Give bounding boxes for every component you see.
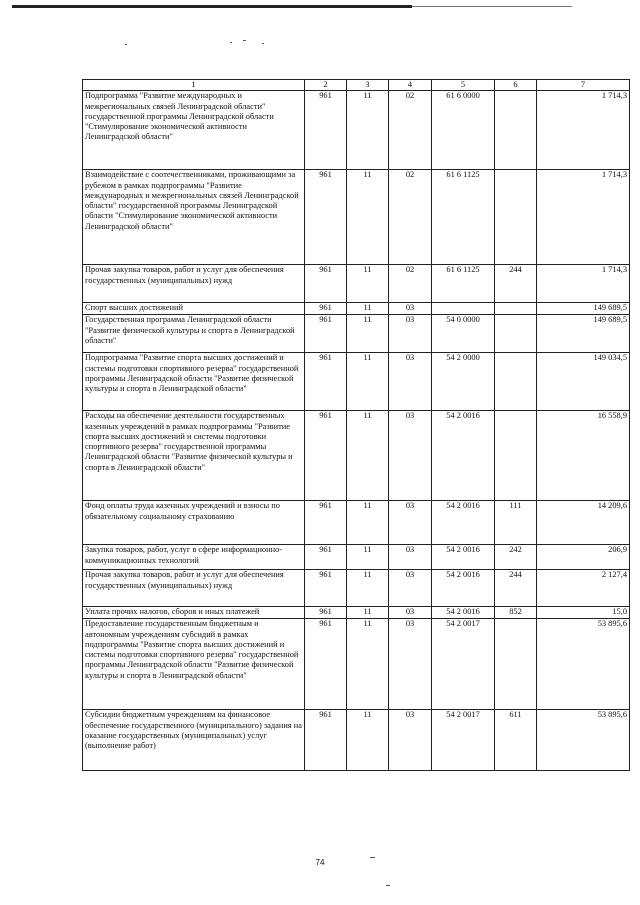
row-value-cell: 961 [305, 91, 347, 170]
row-value-cell: 961 [305, 570, 347, 607]
row-value-cell: 961 [305, 710, 347, 771]
row-value-cell: 1 714,3 [537, 265, 630, 303]
row-value-cell: 11 [347, 501, 389, 545]
row-value-cell: 961 [305, 265, 347, 303]
row-value-cell [495, 91, 537, 170]
row-name-cell: Уплата прочих налогов, сборов и иных платежей [83, 607, 305, 619]
row-value-cell: 11 [347, 315, 389, 353]
scan-mark [370, 857, 375, 858]
table-row [83, 265, 630, 303]
table-row [83, 411, 630, 501]
row-value-cell: 03 [389, 710, 432, 771]
row-value-cell: 961 [305, 353, 347, 411]
column-header: 7 [537, 80, 630, 91]
row-name-cell: Предоставление государственным бюджетным и автономным учреждениям субсидий в рамках подпрограммы "Развитие спорта высших достижений и системы подготовки спортивного резерва" государственной программы Ленинградской области "Развитие физической культуры и спорта в Ленинградской области" [83, 619, 305, 710]
row-name-cell: Фонд оплаты труда казенных учреждений и взносы по обязательному социальному страхованию [83, 501, 305, 545]
page-number: 74 [315, 858, 325, 867]
row-value-cell: 961 [305, 411, 347, 501]
row-name-cell: Спорт высших достижений [83, 303, 305, 315]
table-row [83, 315, 630, 353]
row-name-cell: Субсидии бюджетным учреждениям на финансовое обеспечение государственного (муниципального) задания на оказание государственных (муниципальных) услуг (выполнение работ) [83, 710, 305, 771]
row-value-cell: 1 714,3 [537, 170, 630, 265]
row-value-cell: 61 6 1125 [432, 170, 495, 265]
row-value-cell: 54 2 0000 [432, 353, 495, 411]
row-value-cell: 03 [389, 411, 432, 501]
row-value-cell: 11 [347, 411, 389, 501]
row-value-cell: 61 6 0000 [432, 91, 495, 170]
column-header: 2 [305, 80, 347, 91]
row-value-cell: 961 [305, 619, 347, 710]
row-value-cell [495, 353, 537, 411]
table-row [83, 91, 630, 170]
row-value-cell [432, 303, 495, 315]
column-header: 3 [347, 80, 389, 91]
row-value-cell: 961 [305, 545, 347, 570]
row-value-cell: 02 [389, 265, 432, 303]
row-name-cell: Расходы на обеспечение деятельности государственных казенных учреждений в рамках подпрограммы "Развитие спорта высших достижений и системы подготовки спортивного резерва" государственной программы Ленинградской области "Развитие физической культуры и спорта в Ленинградской области" [83, 411, 305, 501]
row-value-cell: 149 689,5 [537, 303, 630, 315]
table-row [83, 170, 630, 265]
row-name-cell: Взаимодействие с соотечественниками, проживающими за рубежом в рамках подпрограммы "Развитие международных и межрегиональных связей Ленинградской области" государственной программы Ленинградской области "Стимулирование экономической активности Ленинградской области" [83, 170, 305, 265]
row-value-cell: 1 714,3 [537, 91, 630, 170]
table-row [83, 619, 630, 710]
row-value-cell: 11 [347, 545, 389, 570]
row-value-cell: 54 2 0016 [432, 545, 495, 570]
budget-table [82, 79, 630, 771]
row-value-cell: 16 558,9 [537, 411, 630, 501]
row-value-cell: 961 [305, 303, 347, 315]
row-value-cell: 03 [389, 501, 432, 545]
scan-top-line [12, 5, 412, 8]
row-value-cell: 53 895,6 [537, 710, 630, 771]
row-value-cell: 11 [347, 353, 389, 411]
row-value-cell: 611 [495, 710, 537, 771]
row-value-cell: 03 [389, 570, 432, 607]
row-value-cell: 244 [495, 265, 537, 303]
row-value-cell: 03 [389, 315, 432, 353]
table-row [83, 303, 630, 315]
row-value-cell: 2 127,4 [537, 570, 630, 607]
row-value-cell: 149 034,5 [537, 353, 630, 411]
row-value-cell: 11 [347, 570, 389, 607]
row-value-cell [495, 303, 537, 315]
row-value-cell: 11 [347, 303, 389, 315]
row-value-cell: 961 [305, 501, 347, 545]
row-value-cell: 206,9 [537, 545, 630, 570]
table-row [83, 710, 630, 771]
row-value-cell: 852 [495, 607, 537, 619]
row-value-cell: 961 [305, 315, 347, 353]
table-row [83, 607, 630, 619]
row-value-cell: 244 [495, 570, 537, 607]
row-value-cell [495, 315, 537, 353]
row-value-cell [495, 411, 537, 501]
row-value-cell: 53 895,6 [537, 619, 630, 710]
scan-speck [243, 40, 246, 41]
row-value-cell: 54 2 0016 [432, 411, 495, 501]
row-name-cell: Прочая закупка товаров, работ и услуг для обеспечения государственных (муниципальных) нужд [83, 570, 305, 607]
row-value-cell: 03 [389, 353, 432, 411]
row-value-cell: 11 [347, 619, 389, 710]
scan-speck [262, 43, 264, 44]
table-header-row [83, 80, 630, 91]
row-value-cell: 14 209,6 [537, 501, 630, 545]
column-header: 1 [83, 80, 305, 91]
table-row [83, 353, 630, 411]
column-header: 5 [432, 80, 495, 91]
row-name-cell: Подпрограмма "Развитие спорта высших достижений и системы подготовки спортивного резерва" государственной программы Ленинградской области "Развитие физической культуры и спорта в Ленинградской области" [83, 353, 305, 411]
row-name-cell: Прочая закупка товаров, работ и услуг для обеспечения государственных (муниципальных) нужд [83, 265, 305, 303]
row-value-cell: 02 [389, 170, 432, 265]
column-header: 6 [495, 80, 537, 91]
row-value-cell: 61 6 1125 [432, 265, 495, 303]
row-name-cell: Государственная программа Ленинградской области "Развитие физической культуры и спорта в Ленинградской области" [83, 315, 305, 353]
scan-speck [230, 42, 232, 43]
row-value-cell: 149 689,5 [537, 315, 630, 353]
row-value-cell: 242 [495, 545, 537, 570]
row-value-cell [495, 619, 537, 710]
row-value-cell: 111 [495, 501, 537, 545]
scan-top-line-thin [412, 6, 572, 7]
row-value-cell: 54 2 0016 [432, 501, 495, 545]
row-value-cell: 11 [347, 710, 389, 771]
row-value-cell: 03 [389, 607, 432, 619]
row-value-cell: 03 [389, 545, 432, 570]
row-value-cell [495, 170, 537, 265]
row-value-cell: 54 2 0017 [432, 619, 495, 710]
row-value-cell: 961 [305, 607, 347, 619]
row-value-cell: 54 2 0017 [432, 710, 495, 771]
row-value-cell: 54 2 0016 [432, 607, 495, 619]
row-value-cell: 11 [347, 170, 389, 265]
row-value-cell: 11 [347, 265, 389, 303]
table-row [83, 501, 630, 545]
row-value-cell: 54 0 0000 [432, 315, 495, 353]
row-value-cell: 02 [389, 91, 432, 170]
row-name-cell: Закупка товаров, работ, услуг в сфере информационно-коммуникационных технологий [83, 545, 305, 570]
row-name-cell: Подпрограмма "Развитие международных и межрегиональных связей Ленинградской области" государственной программы Ленинградской области "Стимулирование экономической активности Ленинградской области" [83, 91, 305, 170]
table-row [83, 545, 630, 570]
row-value-cell: 54 2 0016 [432, 570, 495, 607]
row-value-cell: 961 [305, 170, 347, 265]
row-value-cell: 11 [347, 607, 389, 619]
row-value-cell: 11 [347, 91, 389, 170]
row-value-cell: 15,0 [537, 607, 630, 619]
row-value-cell: 03 [389, 303, 432, 315]
table-row [83, 570, 630, 607]
scan-mark [386, 885, 390, 886]
column-header: 4 [389, 80, 432, 91]
row-value-cell: 03 [389, 619, 432, 710]
scan-speck [125, 44, 127, 45]
